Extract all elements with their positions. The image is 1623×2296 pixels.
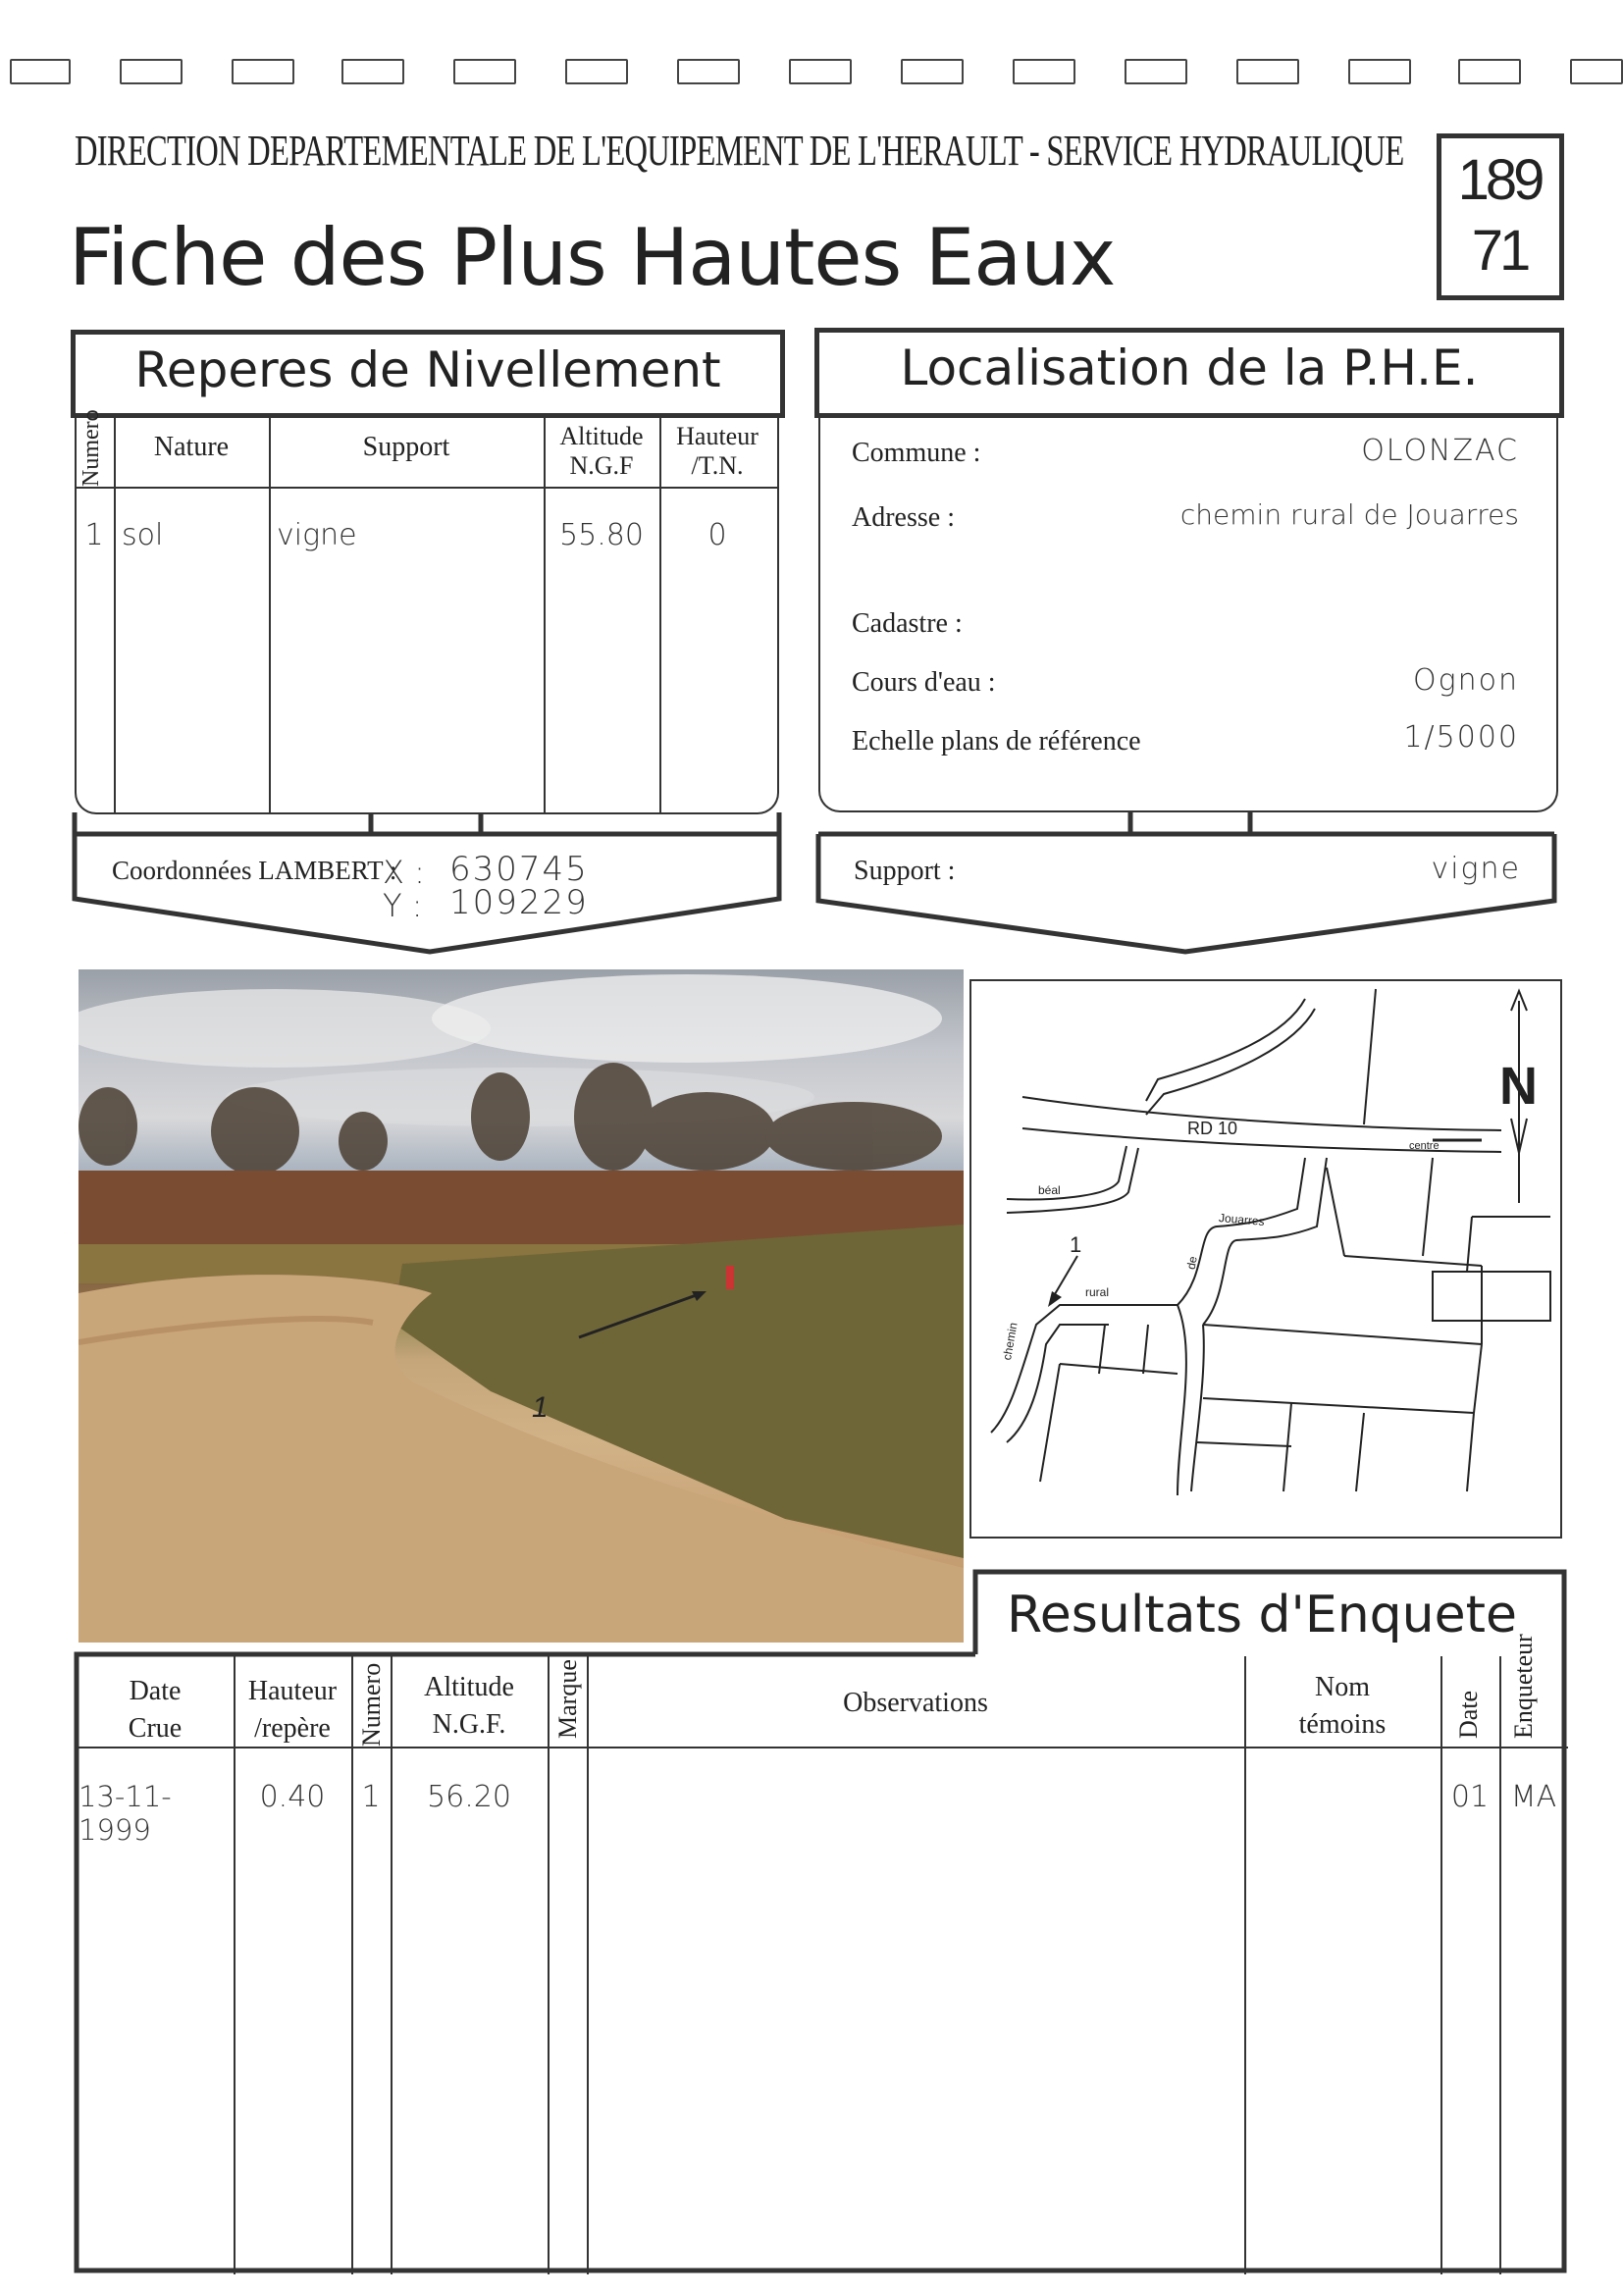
reperes-row-altitude: 55.80 <box>559 518 644 552</box>
res-col-enqueteur: Enqueteur <box>1509 1634 1538 1739</box>
site-photo <box>79 969 964 1643</box>
adresse-value: chemin rural de Jouarres <box>1179 498 1519 531</box>
map-jouarres-label: Jouarres <box>1218 1210 1266 1229</box>
col-altitude-ngf: N.G.F <box>569 451 634 480</box>
reperes-heading: Reperes de Nivellement <box>134 341 721 398</box>
res-row-numero: 1 <box>361 1780 381 1814</box>
lambert-y-label: Y : <box>383 887 423 924</box>
res-col-date-enquete: Date <box>1454 1690 1483 1739</box>
lambert-x-label: X : <box>383 854 425 891</box>
lambert-x-value: 630745 <box>449 850 589 889</box>
res-col-observations: Observations <box>843 1688 988 1718</box>
localisation-heading: Localisation de la P.H.E. <box>900 339 1479 396</box>
map-marker: 1 <box>1070 1232 1082 1257</box>
map-chemin-label: chemin <box>1000 1321 1021 1362</box>
support-label: Support : <box>854 856 956 886</box>
lambert-box <box>69 812 785 960</box>
reperes-row-numero: 1 <box>84 518 104 552</box>
res-col-marque: Marque <box>553 1659 582 1739</box>
res-col-ngf: N.G.F. <box>432 1709 506 1740</box>
page-title: Fiche des Plus Hautes Eaux <box>69 212 1116 303</box>
res-row-hauteur: 0.40 <box>259 1780 326 1814</box>
res-col-repere: /repère <box>254 1713 331 1744</box>
res-row-altitude: 56.20 <box>427 1780 511 1814</box>
res-col-crue: Crue <box>128 1713 183 1744</box>
commune-value: OLONZAC <box>1361 434 1519 468</box>
echelle-label: Echelle plans de référence <box>852 726 1141 757</box>
resultats-heading: Resultats d'Enquete <box>1007 1586 1517 1644</box>
code-top: 189 <box>1457 148 1542 212</box>
organization-header: DIRECTION DEPARTEMENTALE DE L'EQUIPEMENT DE L'HERAULT - SERVICE HYDRAULIQUE <box>75 127 1404 175</box>
col-numero: Numero <box>79 409 104 487</box>
col-hauteur-tn: /T.N. <box>691 451 744 480</box>
adresse-label: Adresse : <box>852 502 955 533</box>
res-col-temoins: témoins <box>1298 1709 1387 1740</box>
col-hauteur: Hauteur <box>676 422 759 450</box>
echelle-value: 1/5000 <box>1403 720 1519 755</box>
res-col-nom: Nom <box>1315 1672 1370 1702</box>
col-nature: Nature <box>153 432 230 462</box>
cours-value: Ognon <box>1413 663 1519 698</box>
cadastre-label: Cadastre : <box>852 608 963 639</box>
support-value: vigne <box>1431 852 1521 886</box>
res-col-numero: Numero <box>357 1662 386 1747</box>
col-support: Support <box>362 432 450 462</box>
map-road-label: RD 10 <box>1187 1119 1238 1138</box>
map-de-label: de <box>1183 1255 1200 1271</box>
north-icon: N <box>1499 1057 1538 1116</box>
lambert-label: Coordonnées LAMBERT : <box>112 856 397 885</box>
reperes-row-nature: sol <box>122 518 164 552</box>
commune-label: Commune : <box>852 438 981 468</box>
res-col-date: Date <box>129 1676 182 1706</box>
location-map <box>969 979 1562 1539</box>
map-rural-label: rural <box>1085 1285 1110 1299</box>
cours-label: Cours d'eau : <box>852 667 996 698</box>
res-row-date: 01 <box>1450 1780 1490 1814</box>
reperes-row-hauteur: 0 <box>707 518 727 552</box>
code-bottom: 71 <box>1471 219 1528 283</box>
col-altitude: Altitude <box>559 422 644 450</box>
reperes-row-support: vigne <box>277 518 357 552</box>
lambert-y-value: 109229 <box>449 883 589 922</box>
map-beal-label: béal <box>1038 1183 1061 1197</box>
res-col-hauteur: Hauteur <box>247 1676 338 1706</box>
res-row-date-crue: 13-11-1999 <box>79 1780 172 1847</box>
res-col-altitude: Altitude <box>424 1672 514 1702</box>
photo-marker: 1 <box>532 1391 549 1424</box>
res-row-enqueteur: MA <box>1510 1780 1557 1814</box>
map-centre-label: centre <box>1409 1140 1440 1152</box>
